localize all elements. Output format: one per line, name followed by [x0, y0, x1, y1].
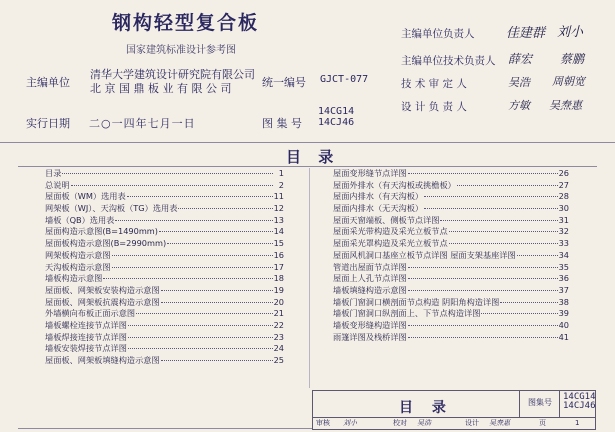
atlas-number — [318, 106, 354, 128]
toc-entry-page: 21 — [273, 308, 284, 319]
role-technical-reviewer: 技 术 审 定 人 — [401, 78, 467, 90]
toc-entry-page: 2 — [278, 179, 284, 190]
role-design-head: 设 计 负 责 人 — [401, 101, 467, 113]
toc-entry-page: 33 — [558, 238, 569, 249]
toc-entry — [45, 320, 284, 332]
role-chief-unit-head: 主编单位负责人 — [401, 28, 475, 40]
toc-entry-title: 墙板焊接连接节点详图 — [45, 331, 127, 342]
atlas-number-1: 14CG14 — [318, 106, 355, 117]
toc-leader-dots — [178, 208, 272, 209]
toc-entry-title: 墙板变形缝构造详图 — [333, 319, 407, 330]
toc-entry — [333, 180, 569, 192]
toc-leader-dots — [449, 243, 558, 244]
toc-entry-page: 15 — [273, 238, 284, 249]
unit-name-1: 清华大学建筑设计研究院有限公司 — [90, 68, 255, 81]
title-block-atlas-number — [563, 393, 596, 411]
toc-entry-page: 35 — [558, 261, 569, 272]
cover-header — [0, 0, 615, 142]
review-label: 审核 — [316, 419, 330, 427]
toc-entry — [45, 215, 284, 227]
toc-entry-title: 网架板（WJ）、天沟板（TG）选用表 — [45, 203, 178, 214]
reviewer-signature: 刘小 — [343, 419, 357, 427]
toc-entry-page: 25 — [273, 355, 284, 365]
toc-leader-dots — [457, 185, 558, 186]
toc-entry — [45, 332, 284, 344]
toc-entry-page: 41 — [558, 331, 569, 342]
toc-leader-dots — [112, 255, 273, 256]
header-divider — [0, 142, 615, 143]
toc-entry — [333, 332, 569, 344]
toc-entry-page: 24 — [273, 343, 284, 354]
toc-entry — [45, 191, 284, 203]
page-number: 1 — [575, 419, 580, 427]
toc-entry-page: 14 — [273, 226, 284, 237]
toc-entry-page: 38 — [558, 296, 569, 307]
toc-entry-page: 1 — [278, 168, 284, 178]
toc-entry — [45, 308, 284, 320]
toc-entry-page: 34 — [558, 249, 569, 260]
toc-leader-dots — [136, 313, 273, 314]
toc-entry — [45, 262, 284, 274]
toc-entry — [333, 168, 569, 180]
toc-entry-page: 31 — [558, 214, 569, 225]
toc-leader-dots — [424, 196, 558, 197]
toc-leader-dots — [112, 267, 273, 268]
toc-entry-title: 屋面采光带构造及采光立板节点 — [333, 226, 448, 237]
toc-entry-title: 雨篷详图及栈桥详图 — [333, 331, 407, 342]
page-label: 页 — [539, 419, 546, 427]
title-block-sep-2 — [559, 391, 560, 417]
toc-entry-title: 屋面外排水（有天沟板或挑檐板） — [333, 179, 456, 190]
toc-leader-dots — [159, 231, 273, 232]
title-block-title: 目 录 — [399, 400, 453, 416]
toc-entry-page: 12 — [273, 203, 284, 214]
toc-entry-title: 墙板（QB）选用表 — [45, 214, 115, 225]
toc-leader-dots — [127, 196, 273, 197]
toc-leader-dots — [103, 278, 272, 279]
toc-entry-title: 屋面内排水（有天沟板） — [333, 191, 424, 202]
toc-entry-title: 屋面板构造示意图(B=2990mm) — [45, 238, 167, 249]
signature-3: 薛宏 — [508, 52, 533, 66]
toc-entry-title: 屋面板、网架板安装构造示意图 — [45, 284, 160, 295]
toc-entry-title: 屋面变形缝节点详图 — [333, 168, 407, 178]
toc-entry-title: 网架板构造示意图 — [45, 249, 111, 260]
toc-leader-dots — [62, 173, 273, 174]
toc-entry-page: 22 — [273, 319, 284, 330]
toc-entry — [333, 250, 569, 262]
toc-entry-title: 墙板螺栓连接节点详图 — [45, 319, 127, 330]
toc-right-column — [333, 168, 569, 343]
toc-entry — [333, 191, 569, 203]
code-label: 统一编号 — [262, 76, 306, 89]
design-label: 设计 — [465, 419, 479, 427]
toc-entry-page: 18 — [273, 273, 284, 284]
toc-entry-title: 屋面板、网架板抗震构造示意图 — [45, 296, 160, 307]
toc-leader-dots — [161, 290, 273, 291]
toc-entry — [45, 355, 284, 367]
toc-entry-page: 39 — [558, 308, 569, 319]
signature-1: 佳建群 — [506, 26, 546, 41]
toc-entry — [333, 297, 569, 309]
toc-leader-dots — [517, 255, 558, 256]
title-block-atlas-label: 图集号 — [528, 398, 552, 407]
toc-leader-dots — [161, 360, 273, 361]
toc-entry-page: 37 — [558, 284, 569, 295]
toc-entry-page: 13 — [273, 214, 284, 225]
toc-entry — [45, 250, 284, 262]
title-block-signatures — [313, 417, 595, 429]
toc-entry-page: 23 — [273, 331, 284, 342]
toc-leader-dots — [408, 278, 558, 279]
toc-leader-dots — [167, 243, 272, 244]
role-chief-tech-head: 主编单位技术负责人 — [401, 55, 496, 67]
toc-entry — [45, 226, 284, 238]
atlas-number-2: 14CJ46 — [318, 117, 355, 128]
page-title: 钢构轻型复合板 — [112, 12, 260, 34]
toc-title: 目 录 — [286, 148, 340, 166]
toc-divider — [18, 166, 597, 167]
toc-entry — [333, 215, 569, 227]
title-block — [312, 390, 596, 430]
toc-entry-page: 26 — [558, 168, 569, 178]
signature-4: 蔡鹏 — [560, 52, 585, 66]
date-label: 实行日期 — [26, 117, 70, 130]
toc-leader-dots — [128, 337, 273, 338]
title-block-atlas-2: 14CJ46 — [563, 401, 596, 411]
toc-left-column — [45, 168, 284, 367]
toc-entry-title: 墙板安装焊接节点详图 — [45, 343, 127, 354]
unit-name-2: 北 京 国 鼎 板 业 有 限 公 司 — [90, 82, 232, 95]
toc-entry-title: 屋面采光罩构造及采光立板节点 — [333, 238, 448, 249]
title-block-atlas-1: 14CG14 — [563, 392, 596, 402]
proofer-signature: 吴浩 — [417, 419, 431, 427]
signature-6: 周朝宽 — [552, 75, 585, 88]
toc-entry — [333, 226, 569, 238]
designer-signature: 吴焘惠 — [489, 419, 510, 427]
toc-entry-title: 屋面内排水（无天沟板） — [333, 203, 424, 214]
toc-entry-title: 目录 — [45, 168, 62, 178]
toc-entry — [45, 273, 284, 285]
toc-entry-page: 27 — [558, 179, 569, 190]
toc-entry — [45, 168, 284, 180]
toc-entry-title: 墙板填缝构造示意图 — [333, 284, 407, 295]
toc-leader-dots — [408, 173, 558, 174]
toc-entry — [45, 297, 284, 309]
toc-leader-dots — [481, 313, 557, 314]
toc-entry-page: 28 — [558, 191, 569, 202]
proof-label: 校对 — [393, 419, 407, 427]
toc-entry-title: 天沟板构造示意图 — [45, 261, 111, 272]
atlas-label: 图 集 号 — [262, 117, 302, 130]
toc-entry-title: 外墙横向布板正面示意图 — [45, 308, 136, 319]
toc-leader-dots — [408, 337, 558, 338]
toc-entry-page: 30 — [558, 203, 569, 214]
unit-names — [90, 68, 255, 96]
toc-entry-title: 屋面构造示意图(B=1490mm) — [45, 226, 158, 237]
column-divider — [309, 168, 310, 388]
toc-entry — [333, 238, 569, 250]
toc-entry-page: 17 — [273, 261, 284, 272]
toc-entry-title: 墙板构造示意图 — [45, 273, 103, 284]
toc-entry-page: 16 — [273, 249, 284, 260]
toc-leader-dots — [115, 220, 272, 221]
footer-rule — [18, 428, 312, 429]
toc-entry-title: 墙板门窗洞口纵剖面上、下节点构造详图 — [333, 308, 481, 319]
signature-5: 吴浩 — [508, 76, 530, 89]
signature-2: 刘小 — [557, 25, 584, 40]
toc-entry — [333, 308, 569, 320]
toc-entry-page: 20 — [273, 296, 284, 307]
toc-entry — [45, 203, 284, 215]
toc-entry — [333, 203, 569, 215]
toc-entry — [45, 343, 284, 355]
signature-7: 方敏 — [508, 99, 530, 112]
toc-entry-title: 墙板门窗洞口横剖面节点构造 阴阳角构造详图 — [333, 296, 500, 307]
unit-label: 主编单位 — [26, 76, 70, 89]
toc-leader-dots — [408, 267, 558, 268]
toc-leader-dots — [500, 302, 557, 303]
toc-entry — [45, 285, 284, 297]
toc-entry-title: 总说明 — [45, 179, 70, 190]
toc-entry-page: 11 — [273, 191, 284, 202]
toc-leader-dots — [440, 220, 557, 221]
toc-entry-title: 屋面板（WM）选用表 — [45, 191, 126, 202]
toc-entry-page: 36 — [558, 273, 569, 284]
toc-entry-title: 屋面天窗端板、侧板节点详图 — [333, 214, 440, 225]
toc-entry-title: 管道出屋面节点详图 — [333, 261, 407, 272]
toc-entry-title: 屋面上人孔节点详图 — [333, 273, 407, 284]
toc-entry-title: 屋面板、网架板填缝构造示意图 — [45, 355, 160, 365]
code-value: GJCT-077 — [320, 74, 369, 85]
toc-leader-dots — [408, 325, 558, 326]
toc-leader-dots — [449, 231, 558, 232]
toc-entry — [333, 273, 569, 285]
toc-entry-page: 40 — [558, 319, 569, 330]
toc-entry — [333, 320, 569, 332]
toc-entry — [45, 180, 284, 192]
toc-leader-dots — [128, 325, 273, 326]
toc-entry-page: 19 — [273, 284, 284, 295]
toc-entry — [333, 285, 569, 297]
title-block-sep-1 — [519, 391, 520, 417]
toc-leader-dots — [71, 185, 273, 186]
toc-entry — [45, 238, 284, 250]
toc-leader-dots — [424, 208, 558, 209]
signature-8: 吴焘惠 — [549, 99, 582, 112]
page-subtitle: 国家建筑标准设计参考图 — [126, 45, 236, 56]
toc-entry-title: 屋面风机洞口基座立板节点详图 屋面支架基座详图 — [333, 249, 516, 260]
toc-leader-dots — [408, 290, 558, 291]
toc-leader-dots — [128, 348, 273, 349]
date-value: 二○一四年七月一日 — [89, 117, 196, 130]
toc-entry-page: 32 — [558, 226, 569, 237]
toc-leader-dots — [161, 302, 273, 303]
toc-entry — [333, 262, 569, 274]
